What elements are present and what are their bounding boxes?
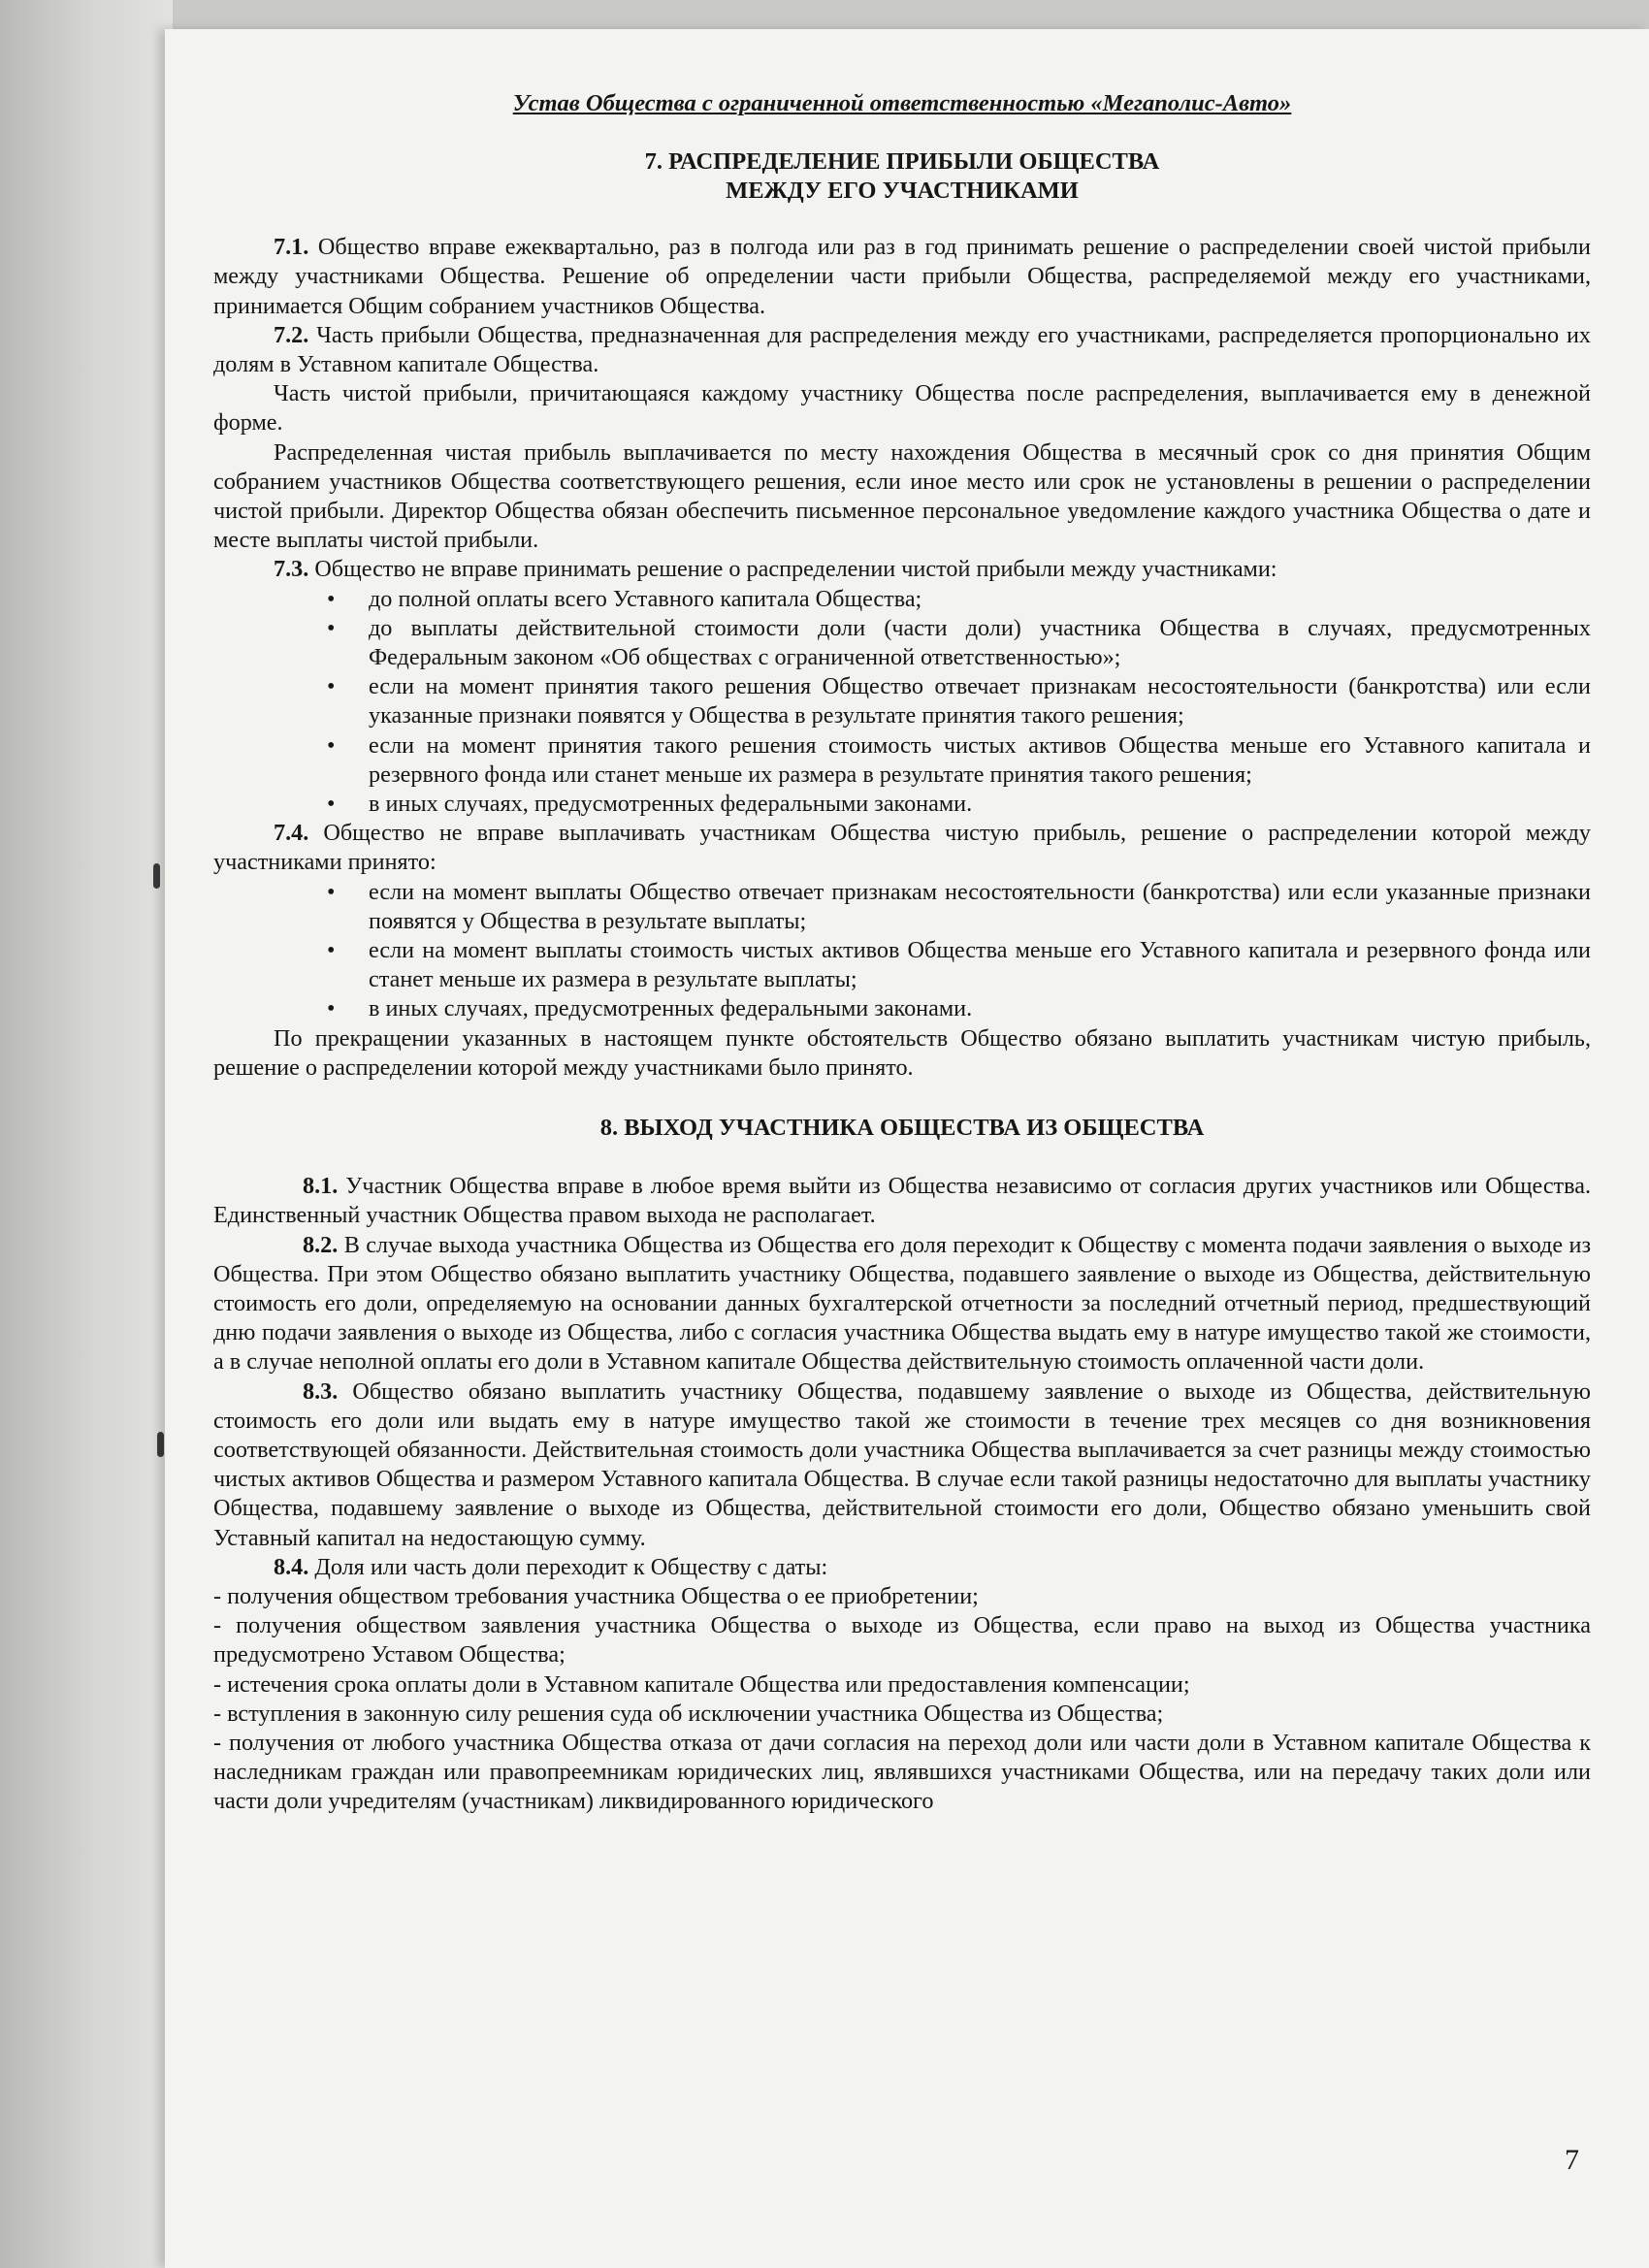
section-7-title-line-2: МЕЖДУ ЕГО УЧАСТНИКАМИ [726,178,1079,205]
clause-text: Общество не вправе выплачивать участникам Общества чистую прибыль, решение о распределении которой между участниками принято: [213,820,1591,876]
clause-text: Часть прибыли Общества, предназначенная для распределения между его участниками, распределяется пропорционально их долям в Уставном капитале Общества. [213,321,1592,378]
list-item: • если на момент принятия такого решения стоимость чистых активов Общества меньше его Уставного капитала и резервного фонда или станет меньше их размера в результате принятия такого решения; [213,731,1591,790]
clause-number: 8.4. [274,1553,309,1580]
list-item: - получения обществом заявления участника Общества о выходе из Общества, если право на выход из Общества участника предусмотрено Уставом Общества; [213,1612,1591,1669]
punch-hole-mark [157,1432,164,1457]
bullet-list-7-3 [213,585,1591,820]
list-item: • в иных случаях, предусмотренных федеральными законами. [213,790,1591,819]
punch-hole-mark [153,863,160,889]
dash-list-8-4 [213,1582,1591,1817]
clause-text: Участник Общества вправе в любое время выйти из Общества независимо от согласия других участников или Общества. Единственный участник Общества правом выхода не располагает. [213,1173,1592,1229]
clause-8-3 [213,1377,1591,1553]
list-item: - получения от любого участника Общества отказа от дачи согласия на переход доли или части доли в Уставном капитале Общества к наследникам граждан или правопреемникам юридических лиц, являвшихся участниками Общества, или на передачу таких доли или части доли учредителям (участникам) ликвидированного юридического [213,1729,1591,1815]
clause-text: Общество обязано выплатить участнику Общества, подавшему заявление о выходе из Общества, действительную стоимость его доли или выдать ему в натуре имущество такой же стоимости в течение трех месяцев со дня возникновения соответствующей обязанности. Действительная стоимость доли участника Общества выплачивается за счет разницы между стоимостью чистых активов Общества и размером Уставного капитала Общества. В случае если такой разницы недостаточно для выплаты участнику Общества, подавшему заявление о выходе из Общества, действительной стоимости его доли, Общество обязано уменьшить свой Уставный капитал на недостающую сумму. [213,1377,1591,1551]
scan-margin [0,0,173,2268]
clause-7-3 [213,555,1591,584]
clause-number: 8.2. [303,1231,339,1258]
clause-7-1 [213,233,1591,321]
list-item: • до полной оплаты всего Уставного капитала Общества; [213,585,1591,614]
bullet-list-7-4 [213,878,1591,1024]
section-7-title [213,147,1591,206]
clause-number: 7.3. [274,556,309,583]
list-item: • если на момент принятия такого решения Общество отвечает признакам несостоятельности (банкротства) или если указанные признаки появятся у Общества в результате принятия такого решения; [213,672,1591,730]
list-item: • в иных случаях, предусмотренных федеральными законами. [213,994,1591,1023]
clause-number: 8.1. [303,1173,339,1200]
clause-7-2 [213,321,1591,379]
clause-7-4 [213,819,1591,877]
clause-8-1 [213,1172,1591,1230]
clause-8-2 [213,1231,1591,1377]
list-item: • если на момент выплаты стоимость чистых активов Общества меньше его Уставного капитала и резервного фонда или станет меньше их размера в результате выплаты; [213,936,1591,994]
list-item: - получения обществом требования участника Общества о ее приобретении; [213,1582,979,1609]
clause-text: В случае выхода участника Общества из Общества его доля переходит к Обществу с момента подачи заявления о выходе из Общества. При этом Общество обязано выплатить участнику Общества, подавшего заявление о выходе из Общества, действительную стоимость его доли, определяемую на основании данных бухгалтерской отчетности за последний отчетный период, предшествующий дню подачи заявления о выходе из Общества, либо с согласия участника Общества выдать ему в натуре имущество такой же стоимости, а в случае неполной оплаты его доли в Уставном капитале Общества действительную стоимость оплаченной части доли. [213,1231,1591,1376]
clause-text: Общество не вправе принимать решение о распределении чистой прибыли между участниками: [314,556,1277,583]
paragraph: Часть чистой прибыли, причитающаяся каждому участнику Общества после распределения, выплачивается ему в денежной форме. [213,380,1591,437]
running-head: Устав Общества с ограниченной ответственностью «Мегаполис-Авто» [512,90,1292,116]
clause-number: 8.3. [303,1377,339,1405]
list-item: - вступления в законную силу решения суда об исключении участника Общества из Общества; [213,1700,1164,1727]
paragraph: По прекращении указанных в настоящем пункте обстоятельств Общество обязано выплатить участникам чистую прибыль, решение о распределении которой между участниками было принято. [213,1024,1591,1081]
section-7-title-line-1: 7. РАСПРЕДЕЛЕНИЕ ПРИБЫЛИ ОБЩЕСТВА [644,148,1160,176]
clause-number: 7.4. [274,820,309,847]
paragraph: Распределенная чистая прибыль выплачивается по месту нахождения Общества в месячный срок со дня принятия Общим собранием участников Общества соответствующего решения, если иное место или срок не установлены в решении о распределении чистой прибыли. Директор Общества обязан обеспечить письменное персональное уведомление каждого участника Общества о дате и месте выплаты чистой прибыли. [213,438,1591,554]
list-item: • до выплаты действительной стоимости доли (части доли) участника Общества в случаях, предусмотренных Федеральным законом «Об обществах с ограниченной ответственностью»; [213,614,1591,672]
clause-8-4 [213,1553,1591,1582]
list-item: • если на момент выплаты Общество отвечает признакам несостоятельности (банкротства) или если указанные признаки появятся у Общества в результате выплаты; [213,878,1591,936]
list-item: - истечения срока оплаты доли в Уставном капитале Общества или предоставления компенсации; [213,1670,1190,1698]
clause-number: 7.1. [274,234,309,261]
clause-text: Доля или часть доли переходит к Обществу с даты: [314,1553,828,1580]
page-number: 7 [1565,2144,1579,2176]
page-content [213,89,1591,1817]
section-8-title: 8. ВЫХОД УЧАСТНИКА ОБЩЕСТВА ИЗ ОБЩЕСТВА [599,1115,1205,1142]
clause-number: 7.2. [274,321,309,348]
document-page [165,29,1649,2268]
clause-text: Общество вправе ежеквартально, раз в полгода или раз в год принимать решение о распределении своей чистой прибыли между участниками Общества. Решение об определении части прибыли Общества, распределяемой между его участниками, принимается Общим собранием участников Общества. [213,234,1591,319]
